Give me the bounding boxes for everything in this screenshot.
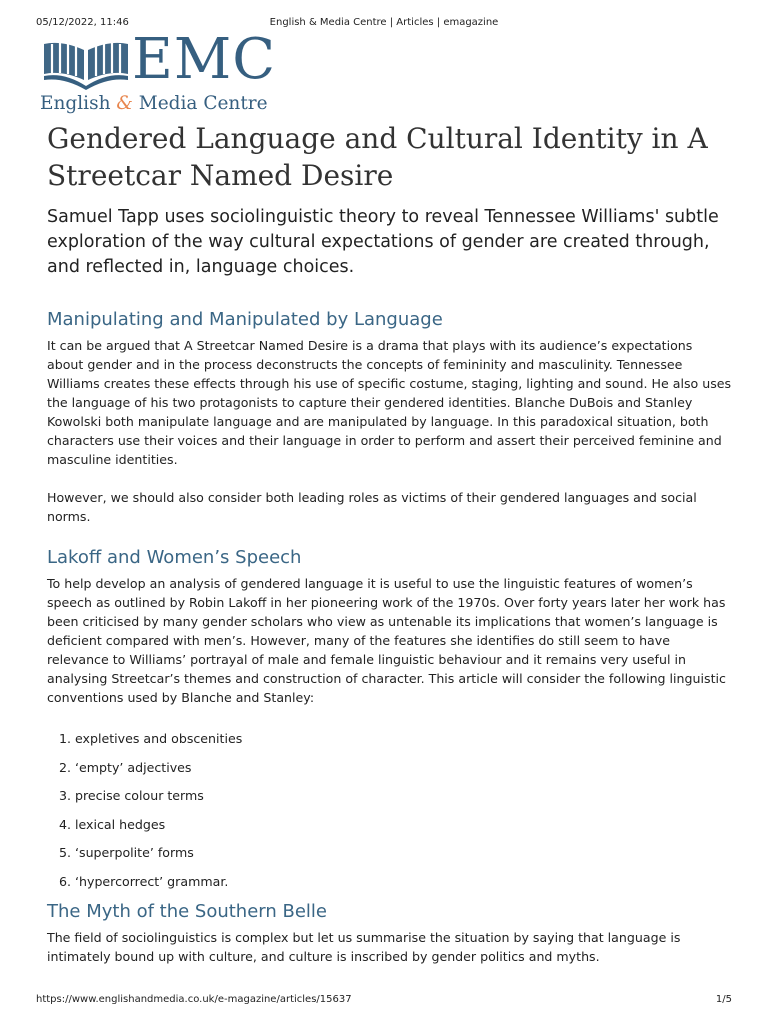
list-item: 2. ‘empty’ adjectives	[75, 758, 732, 777]
logo-wordmark: EMC	[132, 27, 277, 92]
article-content	[47, 120, 732, 966]
section-heading-manipulating: Manipulating and Manipulated by Language	[47, 309, 443, 330]
emc-logo[interactable]	[40, 27, 290, 116]
print-footer	[36, 994, 732, 1008]
open-book-icon	[40, 40, 132, 90]
section-paragraph: It can be argued that A Streetcar Named Desire is a drama that plays with its audience’s expectations about gender and in the process deconstructs the concepts of femininity and masculinity. Tennessee Williams creates these effects through his use of specific costume, staging, lighting and sound. He also uses the language of his two protagonists to capture their gendered identities. Blanche DuBois and Stanley Kowolski both manipulate language and are manipulated by language. In this paradoxical situation, both characters use their voices and their language in order to perform and assert their perceived feminine and masculine identities.	[47, 338, 732, 467]
list-item: 5. ‘superpolite’ forms	[75, 843, 732, 862]
logo-sub-media-centre: Media Centre	[138, 93, 268, 114]
section-paragraph: To help develop an analysis of gendered language it is useful to use the linguistic features of women’s speech as outlined by Robin Lakoff in her pioneering work of the 1970s. Over forty years later her work has been criticised by many gender scholars who view as untenable its implications that women’s language is deficient compared with men’s. However, many of the features she identifies do still seem to have relevance to Williams’ portrayal of male and female linguistic behaviour and it remains very useful in analysing Streetcar’s themes and construction of character. This article will consider the following linguistic conventions used by Blanche and Stanley:	[47, 576, 726, 705]
page-number: 1/5	[715, 994, 732, 1005]
print-page-title: English & Media Centre | Articles | emagazine	[269, 17, 499, 28]
section-heading-southern-belle: The Myth of the Southern Belle	[47, 901, 328, 922]
list-item: 1. expletives and obscenities	[75, 729, 732, 748]
linguistic-conventions-list	[47, 729, 732, 891]
article-title: Gendered Language and Cultural Identity in A Streetcar Named Desire	[47, 122, 708, 192]
section-paragraph: However, we should also consider both leading roles as victims of their gendered languages and social norms.	[47, 490, 697, 524]
logo-sub-english: English	[40, 93, 111, 114]
list-item: 4. lexical hedges	[75, 815, 732, 834]
logo-subtitle	[40, 93, 268, 114]
list-item: 3. precise colour terms	[75, 786, 732, 805]
logo-sub-ampersand: &	[116, 93, 133, 114]
section-heading-lakoff: Lakoff and Women’s Speech	[47, 547, 302, 568]
article-standfirst: Samuel Tapp uses sociolinguistic theory to reveal Tennessee Williams' subtle exploration of the way cultural expectations of gender are created through, and reflected in, language choices.	[47, 207, 719, 277]
page-url[interactable]: https://www.englishandmedia.co.uk/e-magazine/articles/15637	[36, 994, 352, 1005]
print-date: 05/12/2022, 11:46	[36, 17, 129, 28]
section-paragraph: The field of sociolinguistics is complex but let us summarise the situation by saying that language is intimately bound up with culture, and culture is inscribed by gender politics and myths.	[47, 930, 681, 964]
list-item: 6. ‘hypercorrect’ grammar.	[75, 872, 732, 891]
